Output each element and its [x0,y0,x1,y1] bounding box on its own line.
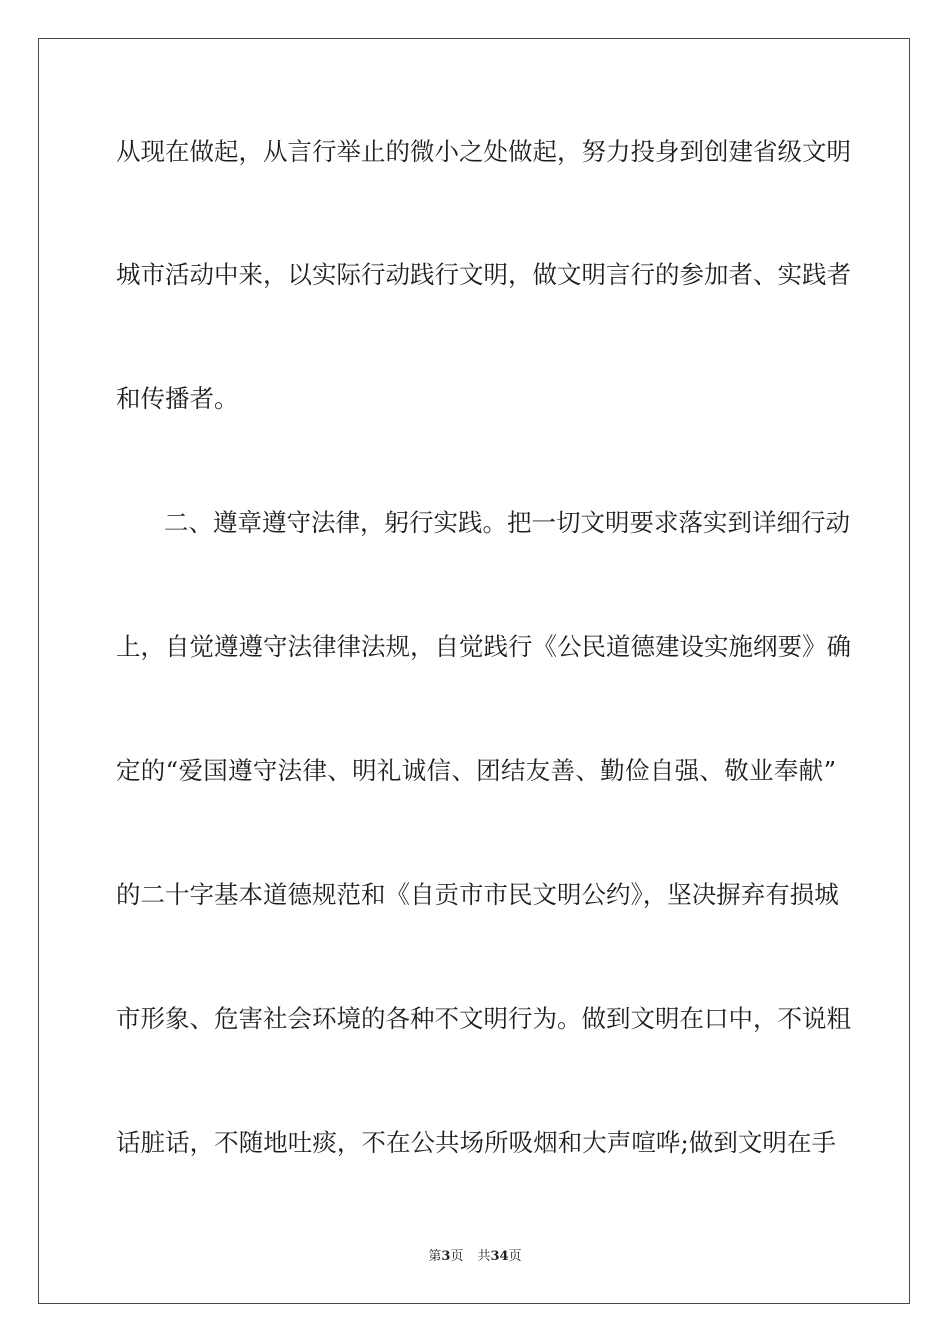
paragraph-line-9: 话脏话，不随地吐痰，不在公共场所吸烟和大声喧哗;做到文明在手 [116,1128,836,1157]
total-prefix: 共 [477,1249,491,1264]
paragraph-line-3: 和传播者。 [116,384,239,413]
page-suffix: 页 [450,1249,464,1264]
total-suffix: 页 [508,1249,522,1264]
page-number: 3 [441,1249,451,1264]
paragraph-line-7: 的二十字基本道德规范和《自贡市市民文明公约》，坚决摒弃有损城 [116,880,839,909]
paragraph-line-5: 上，自觉遵遵守法律律法规，自觉践行《公民道德建设实施纲要》确 [116,632,851,661]
paragraph-line-4: 二、遵章遵守法律，躬行实践。把一切文明要求落实到详细行动 [164,508,850,537]
total-pages: 34 [490,1249,509,1264]
page-border [38,38,910,1304]
paragraph-line-6: 定的“爱国遵守法律、明礼诚信、团结友善、勤俭自强、敬业奉献” [116,756,836,785]
paragraph-line-8: 市形象、危害社会环境的各种不文明行为。做到文明在口中，不说粗 [116,1004,851,1033]
page-footer [0,1248,950,1266]
page-prefix: 第 [428,1249,442,1264]
paragraph-line-2: 城市活动中来，以实际行动践行文明，做文明言行的参加者、实践者 [116,260,851,289]
paragraph-line-1: 从现在做起，从言行举止的微小之处做起，努力投身到创建省级文明 [116,137,851,166]
